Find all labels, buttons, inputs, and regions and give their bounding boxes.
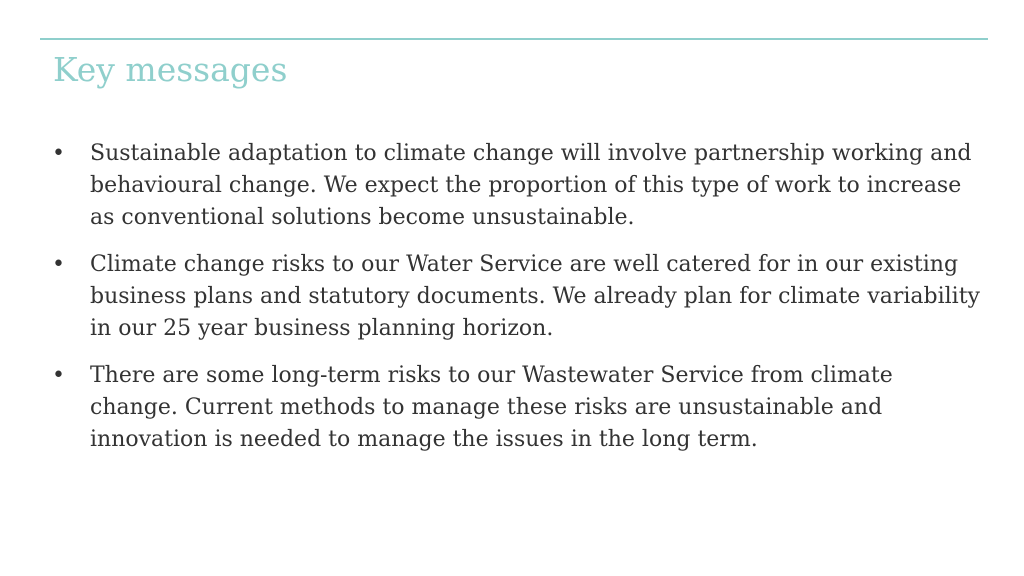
bullet-text: Sustainable adaptation to climate change will involve partnership working and behavioural change. We expect the proportion of this type of work to increase as conventional solutions become unsustainable. bbox=[90, 141, 972, 230]
slide-title: Key messages bbox=[53, 50, 288, 89]
bullet-item-partnership bbox=[52, 138, 982, 234]
bullet-text: There are some long-term risks to our Wastewater Service from climate change. Current methods to manage these risks are unsustainable and innovation is needed to manage the issues in the long term. bbox=[90, 363, 893, 452]
title-divider bbox=[40, 38, 988, 40]
bullet-item-water-service bbox=[52, 249, 982, 345]
bullet-icon: • bbox=[52, 363, 65, 388]
bullet-icon: • bbox=[52, 252, 65, 277]
bullet-icon: • bbox=[52, 141, 65, 166]
key-messages-list bbox=[52, 138, 982, 471]
bullet-text: Climate change risks to our Water Service are well catered for in our existing business plans and statutory documents. We already plan for climate variability in our 25 year business planning horizon. bbox=[90, 252, 980, 341]
bullet-item-wastewater-service bbox=[52, 360, 982, 456]
